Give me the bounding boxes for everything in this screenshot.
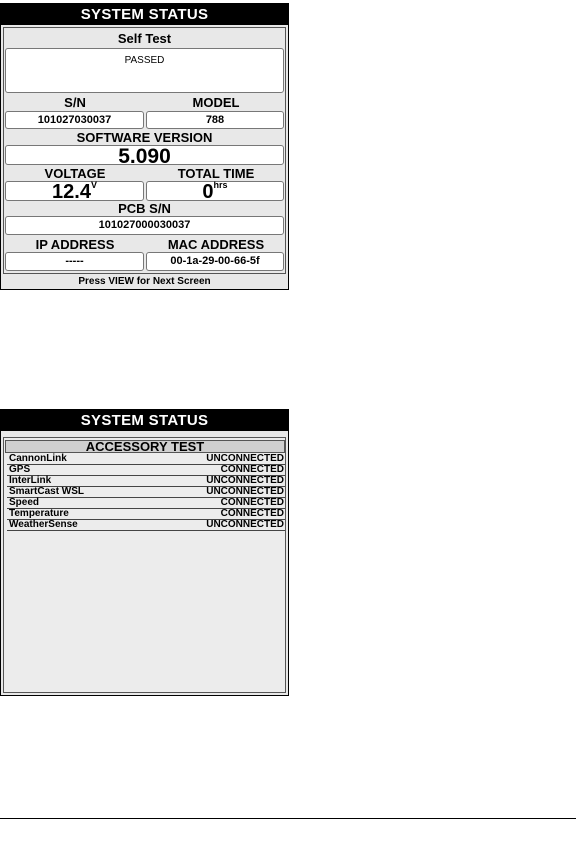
sn-box [5, 111, 144, 129]
voltage-box [5, 181, 144, 201]
model-label: MODEL [192, 95, 240, 110]
total-time-box [146, 181, 284, 201]
software-version-value: 5.090 [118, 145, 171, 168]
accessory-name: WeatherSense [9, 519, 78, 530]
accessory-row [7, 519, 285, 531]
footer-hint: Press VIEW for Next Screen [78, 276, 211, 287]
accessory-status: UNCONNECTED [206, 486, 284, 497]
accessory-name: Temperature [9, 508, 69, 519]
mac-address-label: MAC ADDRESS [167, 237, 265, 252]
accessory-status: CONNECTED [220, 464, 284, 475]
total-time-unit: hrs [213, 180, 228, 190]
accessory-name: SmartCast WSL [9, 486, 85, 497]
accessory-name: InterLink [9, 475, 52, 486]
ip-address-label: IP ADDRESS [35, 237, 115, 252]
accessory-status-screen [0, 409, 289, 696]
pcb-sn-box [5, 216, 284, 235]
accessory-status: UNCONNECTED [206, 453, 284, 464]
screen-title: SYSTEM STATUS [1, 4, 288, 25]
mac-address-box [146, 252, 284, 271]
accessory-status: UNCONNECTED [206, 519, 284, 530]
voltage-value: 12.4 [52, 181, 91, 203]
accessory-name: GPS [9, 464, 31, 475]
screen-title-2: SYSTEM STATUS [1, 410, 288, 431]
pcb-sn-label: PCB S/N [118, 201, 171, 216]
self-test-result-box [5, 48, 284, 93]
voltage-label: VOLTAGE [44, 166, 106, 181]
total-time-label: TOTAL TIME [177, 166, 255, 181]
accessory-status: CONNECTED [220, 497, 284, 508]
accessory-test-header: ACCESSORY TEST [5, 440, 285, 453]
accessory-status: UNCONNECTED [206, 475, 284, 486]
pcb-sn-value: 101027000030037 [98, 219, 191, 231]
accessory-name: Speed [9, 497, 40, 508]
mac-address-value: 00-1a-29-00-66-5f [170, 255, 260, 267]
accessory-name: CannonLink [9, 453, 67, 464]
total-time-value: 0 [202, 181, 214, 203]
software-version-box [5, 145, 284, 168]
ip-address-value: ----- [65, 255, 84, 267]
sn-label: S/N [64, 95, 86, 110]
voltage-unit: V [90, 180, 97, 190]
system-status-screen [0, 3, 289, 290]
software-version-label: SOFTWARE VERSION [76, 130, 213, 145]
page-bottom-rule [0, 818, 576, 819]
self-test-result: PASSED [124, 55, 165, 66]
model-box [146, 111, 284, 129]
accessory-status: CONNECTED [220, 508, 284, 519]
ip-address-box [5, 252, 144, 271]
self-test-label: Self Test [117, 31, 172, 46]
model-value: 788 [205, 114, 225, 126]
sn-value: 101027030037 [37, 114, 112, 126]
